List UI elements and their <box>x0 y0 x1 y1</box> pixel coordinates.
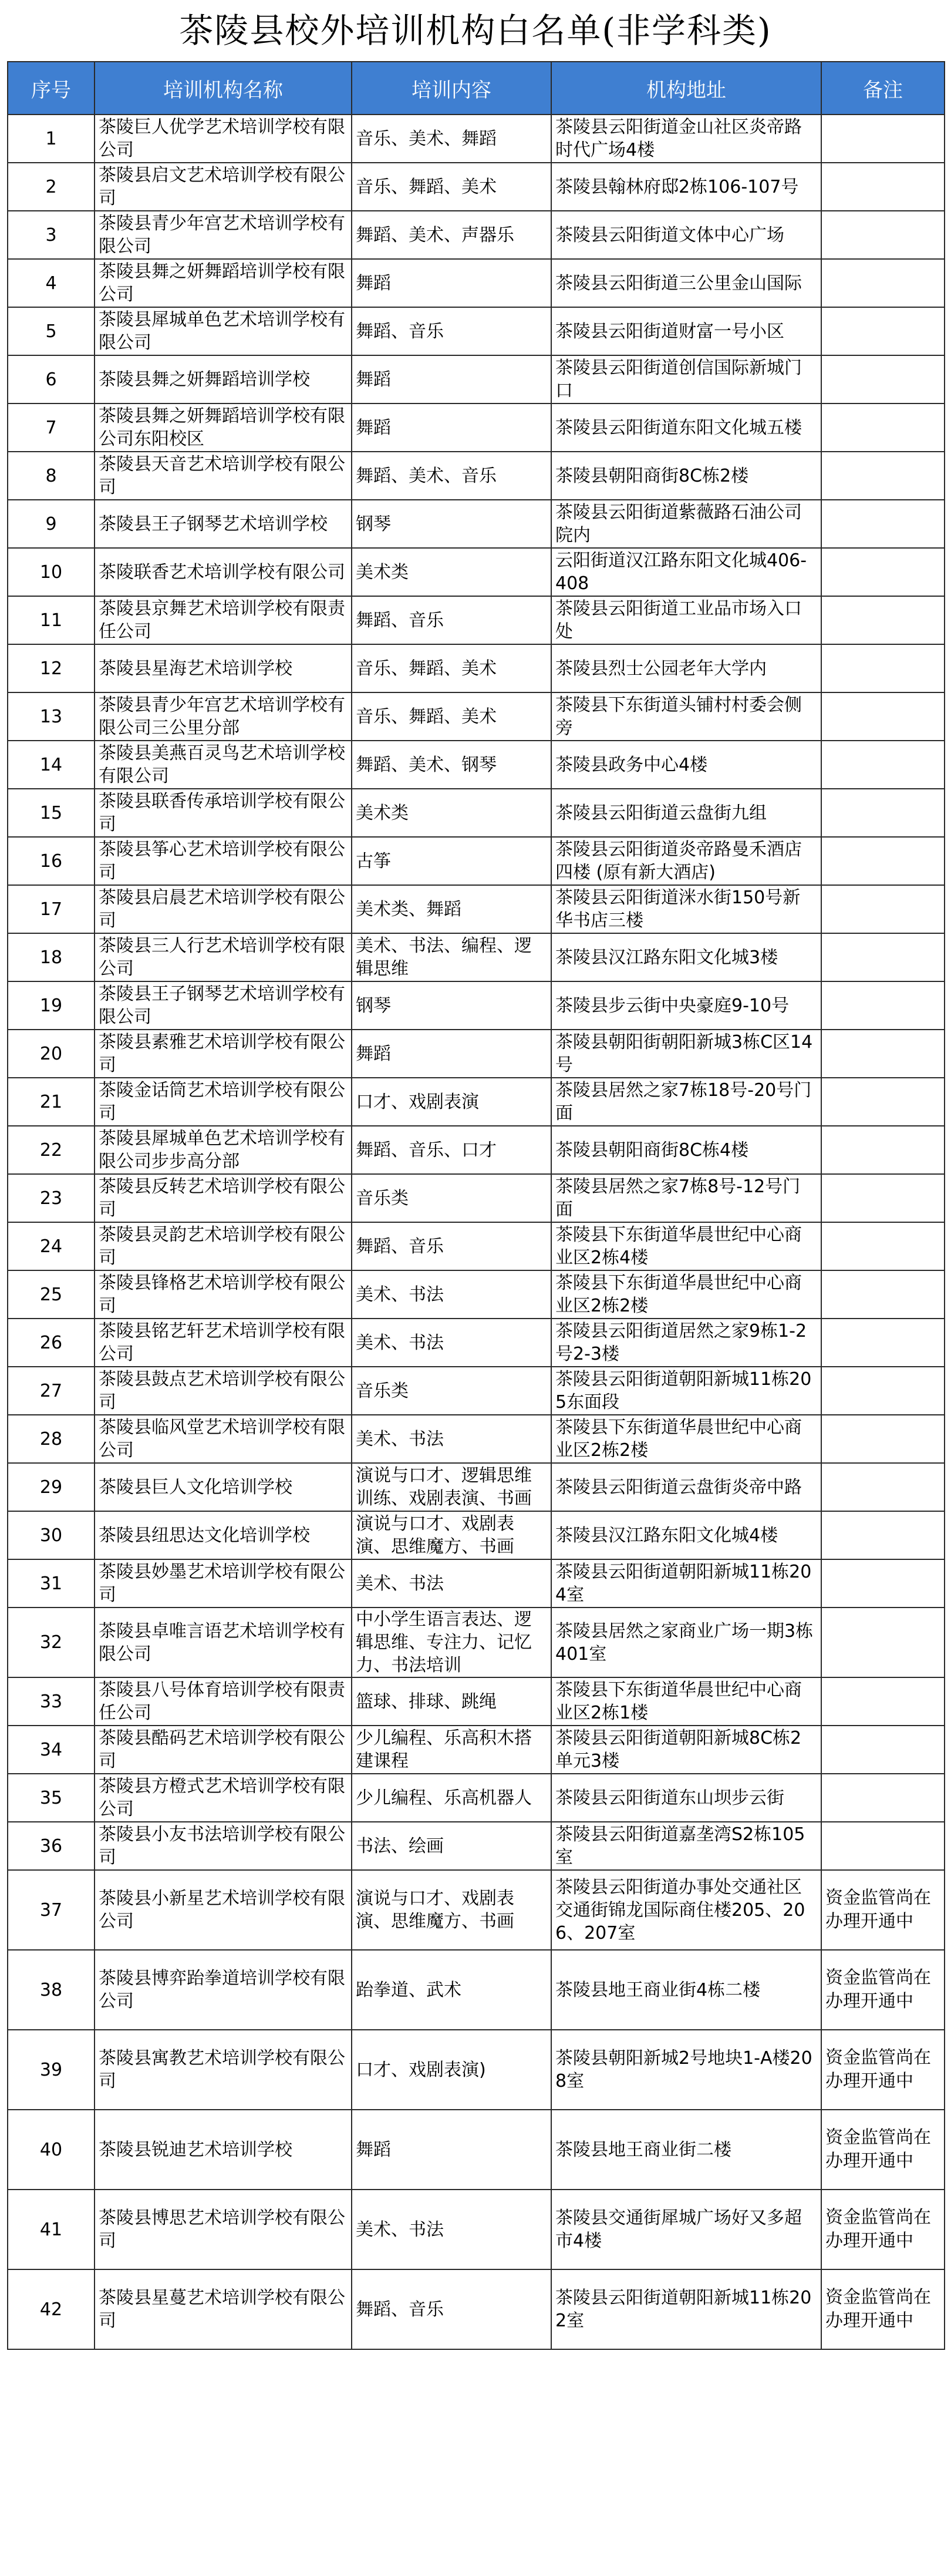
cell-no: 8 <box>8 452 95 500</box>
cell-name: 茶陵县舞之妍舞蹈培训学校 <box>95 355 352 403</box>
table-row <box>8 1608 945 1677</box>
table-row <box>8 1950 945 2030</box>
cell-name: 茶陵县巨人文化培训学校 <box>95 1463 352 1511</box>
cell-name: 茶陵县王子钢琴艺术培训学校 <box>95 500 352 548</box>
cell-remark <box>821 403 945 452</box>
cell-name: 茶陵县锐迪艺术培训学校 <box>95 2110 352 2190</box>
cell-name: 茶陵县锋格艺术培训学校有限公司 <box>95 1270 352 1319</box>
cell-no: 13 <box>8 692 95 741</box>
cell-name: 茶陵县寓教艺术培训学校有限公司 <box>95 2030 352 2110</box>
cell-remark: 资金监管尚在办理开通中 <box>821 2269 945 2349</box>
cell-name: 茶陵县小新星艺术培训学校有限公司 <box>95 1870 352 1950</box>
cell-content: 舞蹈、音乐 <box>352 596 551 644</box>
cell-content: 演说与口才、逻辑思维训练、戏剧表演、书画 <box>352 1463 551 1511</box>
cell-address: 茶陵县下东街道华晨世纪中心商业区2栋4楼 <box>551 1222 821 1270</box>
cell-name: 茶陵县联香传承培训学校有限公司 <box>95 789 352 837</box>
cell-remark <box>821 981 945 1030</box>
table-row <box>8 2269 945 2349</box>
header-no: 序号 <box>8 62 95 115</box>
cell-name: 茶陵县酷码艺术培训学校有限公司 <box>95 1726 352 1774</box>
table-row <box>8 981 945 1030</box>
table-row <box>8 403 945 452</box>
table-row <box>8 1870 945 1950</box>
table-row <box>8 1030 945 1078</box>
cell-remark: 资金监管尚在办理开通中 <box>821 2030 945 2110</box>
cell-no: 29 <box>8 1463 95 1511</box>
cell-name: 茶陵县鼓点艺术培训学校有限公司 <box>95 1367 352 1415</box>
cell-remark <box>821 163 945 211</box>
cell-name: 茶陵县王子钢琴艺术培训学校有限公司 <box>95 981 352 1030</box>
table-row <box>8 1319 945 1367</box>
table-row <box>8 837 945 885</box>
cell-no: 33 <box>8 1677 95 1726</box>
cell-content: 美术、书法 <box>352 2190 551 2269</box>
cell-address: 茶陵县云阳街道朝阳新城11栋205东面段 <box>551 1367 821 1415</box>
cell-content: 舞蹈、音乐 <box>352 1222 551 1270</box>
cell-no: 31 <box>8 1559 95 1608</box>
cell-name: 茶陵县妙墨艺术培训学校有限公司 <box>95 1559 352 1608</box>
cell-address: 茶陵县云阳街道朝阳新城11栋202室 <box>551 2269 821 2349</box>
cell-content: 钢琴 <box>352 981 551 1030</box>
table-body <box>8 115 945 2349</box>
cell-content: 音乐类 <box>352 1367 551 1415</box>
cell-address: 茶陵县烈士公园老年大学内 <box>551 644 821 692</box>
cell-content: 中小学生语言表达、逻辑思维、专注力、记忆力、书法培训 <box>352 1608 551 1677</box>
table-row <box>8 692 945 741</box>
cell-remark <box>821 452 945 500</box>
cell-name: 茶陵县青少年宫艺术培训学校有限公司 <box>95 211 352 259</box>
table-row <box>8 933 945 981</box>
cell-address: 茶陵县翰林府邸2栋106-107号 <box>551 163 821 211</box>
cell-name: 茶陵县犀城单色艺术培训学校有限公司步步高分部 <box>95 1126 352 1174</box>
cell-remark <box>821 885 945 933</box>
cell-no: 22 <box>8 1126 95 1174</box>
cell-no: 24 <box>8 1222 95 1270</box>
cell-remark <box>821 355 945 403</box>
cell-name: 茶陵县博弈跆拳道培训学校有限公司 <box>95 1950 352 2030</box>
cell-remark <box>821 1726 945 1774</box>
cell-content: 古筝 <box>352 837 551 885</box>
table-row <box>8 1677 945 1726</box>
cell-remark <box>821 115 945 163</box>
cell-content: 口才、戏剧表演 <box>352 1078 551 1126</box>
cell-remark <box>821 211 945 259</box>
cell-no: 42 <box>8 2269 95 2349</box>
cell-remark: 资金监管尚在办理开通中 <box>821 1950 945 2030</box>
cell-remark <box>821 837 945 885</box>
cell-address: 茶陵县政务中心4楼 <box>551 741 821 789</box>
cell-name: 茶陵县卓唯言语艺术培训学校有限公司 <box>95 1608 352 1677</box>
cell-name: 茶陵县博思艺术培训学校有限公司 <box>95 2190 352 2269</box>
table-row <box>8 452 945 500</box>
cell-remark <box>821 789 945 837</box>
cell-content: 舞蹈 <box>352 403 551 452</box>
table-row <box>8 1822 945 1870</box>
cell-no: 1 <box>8 115 95 163</box>
table-row <box>8 1726 945 1774</box>
cell-address: 茶陵县地王商业街4栋二楼 <box>551 1950 821 2030</box>
cell-name: 茶陵县舞之妍舞蹈培训学校有限公司 <box>95 259 352 307</box>
cell-address: 茶陵县朝阳新城2号地块1-A楼208室 <box>551 2030 821 2110</box>
cell-name: 茶陵县筝心艺术培训学校有限公司 <box>95 837 352 885</box>
cell-address: 茶陵县下东街道华晨世纪中心商业区2栋1楼 <box>551 1677 821 1726</box>
cell-name: 茶陵县铭艺轩艺术培训学校有限公司 <box>95 1319 352 1367</box>
table-row <box>8 307 945 355</box>
cell-no: 30 <box>8 1511 95 1559</box>
cell-remark <box>821 1367 945 1415</box>
cell-address: 茶陵县居然之家商业广场一期3栋401室 <box>551 1608 821 1677</box>
cell-remark <box>821 1774 945 1822</box>
cell-content: 舞蹈、美术、音乐 <box>352 452 551 500</box>
cell-name: 茶陵县青少年宫艺术培训学校有限公司三公里分部 <box>95 692 352 741</box>
cell-name: 茶陵县方橙式艺术培训学校有限公司 <box>95 1774 352 1822</box>
cell-no: 37 <box>8 1870 95 1950</box>
cell-address: 茶陵县汉江路东阳文化城4楼 <box>551 1511 821 1559</box>
cell-content: 美术、书法 <box>352 1270 551 1319</box>
cell-no: 3 <box>8 211 95 259</box>
cell-name: 茶陵县八号体育培训学校有限责任公司 <box>95 1677 352 1726</box>
cell-address: 茶陵县下东街道华晨世纪中心商业区2栋2楼 <box>551 1415 821 1463</box>
cell-no: 16 <box>8 837 95 885</box>
table-row <box>8 644 945 692</box>
cell-address: 云阳街道汉江路东阳文化城406-408 <box>551 548 821 596</box>
table-row <box>8 789 945 837</box>
cell-content: 音乐、舞蹈、美术 <box>352 163 551 211</box>
cell-content: 篮球、排球、跳绳 <box>352 1677 551 1726</box>
cell-name: 茶陵县素雅艺术培训学校有限公司 <box>95 1030 352 1078</box>
table-row <box>8 1270 945 1319</box>
cell-content: 舞蹈 <box>352 355 551 403</box>
cell-no: 9 <box>8 500 95 548</box>
cell-no: 7 <box>8 403 95 452</box>
cell-address: 茶陵县云阳街道洣水街150号新华书店三楼 <box>551 885 821 933</box>
cell-no: 39 <box>8 2030 95 2110</box>
cell-address: 茶陵县云阳街道创信国际新城门口 <box>551 355 821 403</box>
cell-address: 茶陵县居然之家7栋8号-12号门面 <box>551 1174 821 1222</box>
cell-address: 茶陵县云阳街道东阳文化城五楼 <box>551 403 821 452</box>
cell-remark <box>821 1174 945 1222</box>
cell-address: 茶陵县云阳街道朝阳新城11栋204室 <box>551 1559 821 1608</box>
cell-address: 茶陵县下东街道华晨世纪中心商业区2栋2楼 <box>551 1270 821 1319</box>
cell-remark <box>821 1078 945 1126</box>
table-row <box>8 1463 945 1511</box>
table-row <box>8 1559 945 1608</box>
cell-content: 口才、戏剧表演) <box>352 2030 551 2110</box>
cell-content: 舞蹈、美术、钢琴 <box>352 741 551 789</box>
cell-name: 茶陵县天音艺术培训学校有限公司 <box>95 452 352 500</box>
cell-content: 少儿编程、乐高机器人 <box>352 1774 551 1822</box>
cell-no: 34 <box>8 1726 95 1774</box>
cell-content: 书法、绘画 <box>352 1822 551 1870</box>
cell-no: 27 <box>8 1367 95 1415</box>
cell-no: 20 <box>8 1030 95 1078</box>
cell-remark <box>821 1463 945 1511</box>
cell-address: 茶陵县云阳街道三公里金山国际 <box>551 259 821 307</box>
table-row <box>8 2030 945 2110</box>
cell-remark <box>821 1511 945 1559</box>
table-row <box>8 1774 945 1822</box>
cell-address: 茶陵县朝阳商街8C栋2楼 <box>551 452 821 500</box>
cell-content: 舞蹈 <box>352 1030 551 1078</box>
cell-content: 舞蹈、音乐、口才 <box>352 1126 551 1174</box>
cell-content: 美术、书法 <box>352 1559 551 1608</box>
cell-name: 茶陵县美燕百灵鸟艺术培训学校有限公司 <box>95 741 352 789</box>
cell-remark <box>821 741 945 789</box>
cell-content: 音乐、舞蹈、美术 <box>352 692 551 741</box>
cell-remark <box>821 1677 945 1726</box>
cell-name: 茶陵县启文艺术培训学校有限公司 <box>95 163 352 211</box>
table-row <box>8 1174 945 1222</box>
cell-name: 茶陵县启晨艺术培训学校有限公司 <box>95 885 352 933</box>
table-row <box>8 1126 945 1174</box>
cell-content: 美术类 <box>352 548 551 596</box>
cell-content: 音乐类 <box>352 1174 551 1222</box>
whitelist-table <box>7 61 945 2350</box>
cell-remark <box>821 1126 945 1174</box>
header-remark: 备注 <box>821 62 945 115</box>
cell-address: 茶陵县汉江路东阳文化城3楼 <box>551 933 821 981</box>
cell-name: 茶陵县三人行艺术培训学校有限公司 <box>95 933 352 981</box>
cell-name: 茶陵县纽思达文化培训学校 <box>95 1511 352 1559</box>
cell-address: 茶陵县云阳街道居然之家9栋1-2号2-3楼 <box>551 1319 821 1367</box>
cell-content: 美术、书法、编程、逻辑思维 <box>352 933 551 981</box>
page-title: 茶陵县校外培训机构白名单(非学科类) <box>179 11 772 51</box>
table-row <box>8 2110 945 2190</box>
cell-no: 14 <box>8 741 95 789</box>
header-row <box>8 62 945 115</box>
cell-remark <box>821 1822 945 1870</box>
cell-content: 美术、书法 <box>352 1415 551 1463</box>
cell-address: 茶陵县云阳街道云盘街炎帝中路 <box>551 1463 821 1511</box>
table-row <box>8 885 945 933</box>
table-row <box>8 741 945 789</box>
table-row <box>8 355 945 403</box>
cell-name: 茶陵县舞之妍舞蹈培训学校有限公司东阳校区 <box>95 403 352 452</box>
cell-remark <box>821 500 945 548</box>
cell-name: 茶陵县京舞艺术培训学校有限责任公司 <box>95 596 352 644</box>
cell-no: 38 <box>8 1950 95 2030</box>
cell-content: 舞蹈 <box>352 259 551 307</box>
cell-no: 11 <box>8 596 95 644</box>
cell-address: 茶陵县居然之家7栋18号-20号门面 <box>551 1078 821 1126</box>
cell-content: 舞蹈、音乐 <box>352 307 551 355</box>
cell-remark <box>821 1270 945 1319</box>
cell-address: 茶陵县云阳街道文体中心广场 <box>551 211 821 259</box>
cell-content: 美术、书法 <box>352 1319 551 1367</box>
cell-no: 17 <box>8 885 95 933</box>
cell-no: 25 <box>8 1270 95 1319</box>
cell-remark <box>821 644 945 692</box>
cell-name: 茶陵县临风堂艺术培训学校有限公司 <box>95 1415 352 1463</box>
cell-address: 茶陵县下东街道头铺村村委会侧旁 <box>551 692 821 741</box>
cell-address: 茶陵县云阳街道财富一号小区 <box>551 307 821 355</box>
table-row <box>8 1078 945 1126</box>
table-row <box>8 1222 945 1270</box>
cell-no: 21 <box>8 1078 95 1126</box>
table-row <box>8 211 945 259</box>
cell-remark: 资金监管尚在办理开通中 <box>821 2110 945 2190</box>
cell-name: 茶陵县星海艺术培训学校 <box>95 644 352 692</box>
cell-address: 茶陵县云阳街道办事处交通社区交通街锦龙国际商住楼205、206、207室 <box>551 1870 821 1950</box>
cell-name: 茶陵县犀城单色艺术培训学校有限公司 <box>95 307 352 355</box>
cell-no: 40 <box>8 2110 95 2190</box>
cell-address: 茶陵县交通街犀城广场好又多超市4楼 <box>551 2190 821 2269</box>
cell-content: 舞蹈、美术、声器乐 <box>352 211 551 259</box>
cell-no: 36 <box>8 1822 95 1870</box>
cell-name: 茶陵金话筒艺术培训学校有限公司 <box>95 1078 352 1126</box>
cell-remark <box>821 548 945 596</box>
cell-content: 演说与口才、戏剧表演、思维魔方、书画 <box>352 1511 551 1559</box>
cell-no: 18 <box>8 933 95 981</box>
cell-no: 5 <box>8 307 95 355</box>
cell-content: 少儿编程、乐高积木搭建课程 <box>352 1726 551 1774</box>
table-row <box>8 1511 945 1559</box>
cell-no: 26 <box>8 1319 95 1367</box>
table-row <box>8 1367 945 1415</box>
cell-address: 茶陵县云阳街道云盘街九组 <box>551 789 821 837</box>
cell-no: 41 <box>8 2190 95 2269</box>
cell-remark <box>821 259 945 307</box>
cell-content: 音乐、美术、舞蹈 <box>352 115 551 163</box>
table-row <box>8 500 945 548</box>
cell-content: 舞蹈、音乐 <box>352 2269 551 2349</box>
cell-remark <box>821 692 945 741</box>
cell-no: 6 <box>8 355 95 403</box>
cell-no: 10 <box>8 548 95 596</box>
cell-address: 茶陵县云阳街道炎帝路曼禾酒店四楼 (原有新大酒店) <box>551 837 821 885</box>
cell-no: 4 <box>8 259 95 307</box>
header-name: 培训机构名称 <box>95 62 352 115</box>
cell-name: 茶陵县反转艺术培训学校有限公司 <box>95 1174 352 1222</box>
cell-content: 音乐、舞蹈、美术 <box>352 644 551 692</box>
cell-name: 茶陵县小友书法培训学校有限公司 <box>95 1822 352 1870</box>
cell-content: 美术类、舞蹈 <box>352 885 551 933</box>
cell-no: 35 <box>8 1774 95 1822</box>
cell-no: 2 <box>8 163 95 211</box>
cell-remark <box>821 1319 945 1367</box>
cell-remark <box>821 1222 945 1270</box>
cell-content: 美术类 <box>352 789 551 837</box>
table-row <box>8 259 945 307</box>
table-row <box>8 2190 945 2269</box>
cell-remark <box>821 1559 945 1608</box>
cell-content: 演说与口才、戏剧表演、思维魔方、书画 <box>352 1870 551 1950</box>
table-row <box>8 163 945 211</box>
cell-remark <box>821 1415 945 1463</box>
cell-name: 茶陵巨人优学艺术培训学校有限公司 <box>95 115 352 163</box>
cell-address: 茶陵县步云街中央豪庭9-10号 <box>551 981 821 1030</box>
cell-no: 28 <box>8 1415 95 1463</box>
cell-content: 跆拳道、武术 <box>352 1950 551 2030</box>
cell-remark <box>821 1608 945 1677</box>
cell-no: 32 <box>8 1608 95 1677</box>
cell-address: 茶陵县朝阳商街8C栋4楼 <box>551 1126 821 1174</box>
cell-content: 舞蹈 <box>352 2110 551 2190</box>
cell-name: 茶陵县灵韵艺术培训学校有限公司 <box>95 1222 352 1270</box>
cell-remark: 资金监管尚在办理开通中 <box>821 1870 945 1950</box>
cell-no: 19 <box>8 981 95 1030</box>
cell-address: 茶陵县云阳街道东山坝步云街 <box>551 1774 821 1822</box>
cell-address: 茶陵县云阳街道紫薇路石油公司院内 <box>551 500 821 548</box>
cell-remark <box>821 933 945 981</box>
cell-no: 12 <box>8 644 95 692</box>
cell-address: 茶陵县云阳街道工业品市场入口处 <box>551 596 821 644</box>
header-address: 机构地址 <box>551 62 821 115</box>
cell-address: 茶陵县地王商业街二楼 <box>551 2110 821 2190</box>
table-row <box>8 115 945 163</box>
cell-name: 茶陵县星蔓艺术培训学校有限公司 <box>95 2269 352 2349</box>
table-row <box>8 1415 945 1463</box>
cell-remark <box>821 1030 945 1078</box>
table-row <box>8 548 945 596</box>
cell-remark <box>821 307 945 355</box>
cell-address: 茶陵县朝阳街朝阳新城3栋C区14号 <box>551 1030 821 1078</box>
cell-no: 23 <box>8 1174 95 1222</box>
cell-remark: 资金监管尚在办理开通中 <box>821 2190 945 2269</box>
cell-address: 茶陵县云阳街道金山社区炎帝路时代广场4楼 <box>551 115 821 163</box>
table-row <box>8 596 945 644</box>
cell-address: 茶陵县云阳街道朝阳新城8C栋2单元3楼 <box>551 1726 821 1774</box>
cell-content: 钢琴 <box>352 500 551 548</box>
header-content: 培训内容 <box>352 62 551 115</box>
cell-remark <box>821 596 945 644</box>
cell-name: 茶陵联香艺术培训学校有限公司 <box>95 548 352 596</box>
cell-address: 茶陵县云阳街道嘉垄湾S2栋105室 <box>551 1822 821 1870</box>
cell-no: 15 <box>8 789 95 837</box>
